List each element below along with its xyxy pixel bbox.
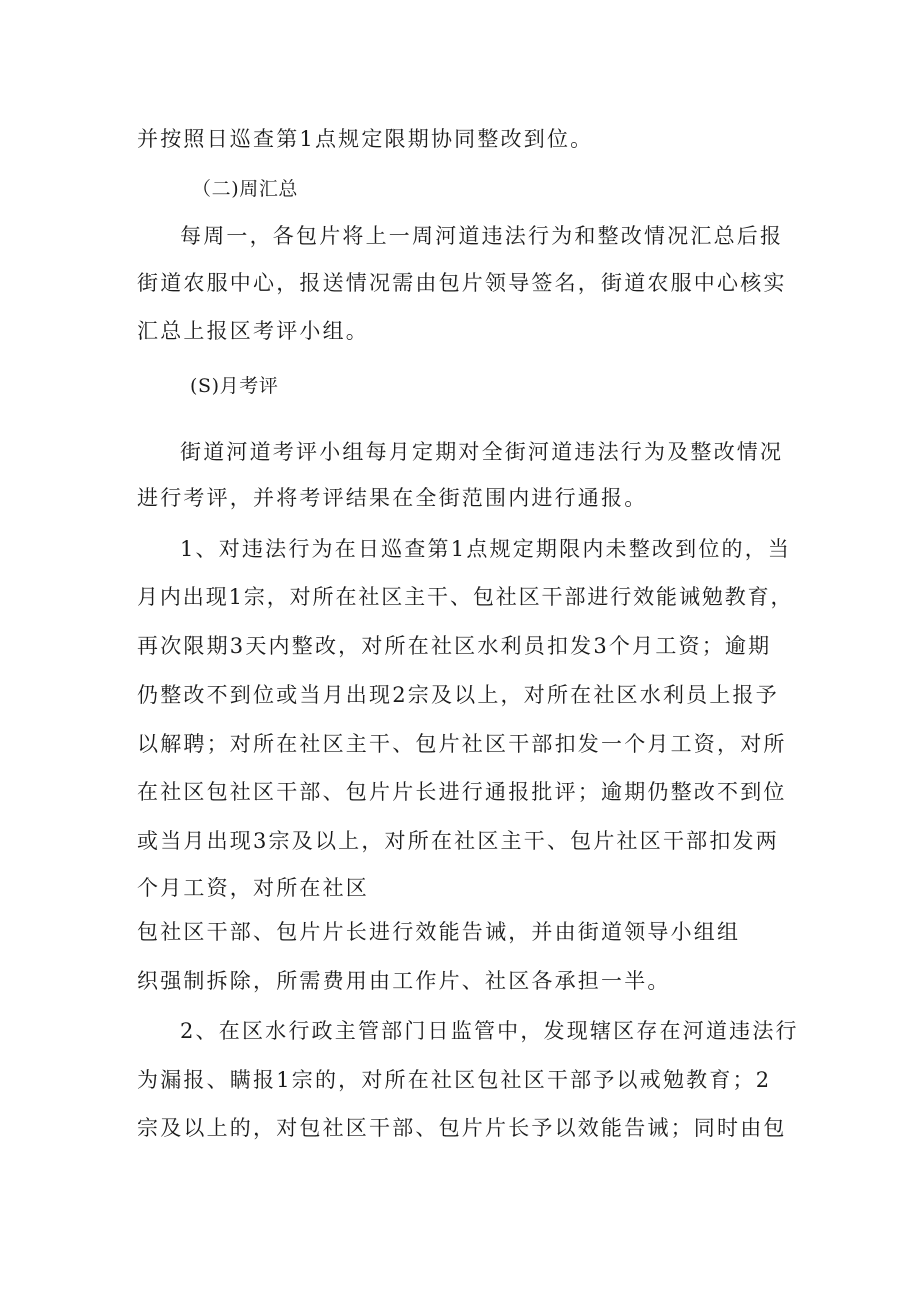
section-heading-monthly-evaluation: (S)月考评 — [190, 375, 279, 397]
section-heading-weekly-summary: （二)周汇总 — [192, 178, 299, 200]
text-line: 街道农服中心，报送情况需由包片领导签名，街道农服中心核实 — [137, 271, 787, 295]
text-line: 仍整改不到位或当月出现2宗及以上，对所在社区水利员上报予 — [137, 683, 779, 707]
text-line: 或当月出现3宗及以上，对所在社区主干、包片社区干部扣发两 — [137, 829, 779, 853]
text-line: 在社区包社区干部、包片片长进行通报批评；逾期仍整改不到位 — [137, 780, 787, 804]
text-line: 1、对违法行为在日巡查第1点规定期限内未整改到位的，当 — [180, 537, 792, 561]
text-line: 每周一，各包片将上一周河道违法行为和整改情况汇总后报 — [180, 224, 784, 248]
text-line: 并按照日巡查第1点规定限期协同整改到位。 — [137, 127, 594, 151]
text-line: 汇总上报区考评小组。 — [137, 319, 369, 343]
text-line: 进行考评，并将考评结果在全街范围内进行通报。 — [137, 486, 648, 510]
text-line: 为漏报、瞒报1宗的，对所在社区包社区干部予以戒勉教育；2 — [137, 1068, 772, 1092]
text-line: 宗及以上的，对包社区干部、包片片长予以效能告诫；同时由包 — [137, 1116, 787, 1140]
text-line: 2、在区水行政主管部门日监管中，发现辖区存在河道违法行 — [180, 1019, 799, 1043]
text-line: 包社区干部、包片片长进行效能告诫，并由街道领导小组组 — [137, 920, 741, 944]
text-line: 以解聘；对所在社区主干、包片社区干部扣发一个月工资，对所 — [137, 732, 787, 756]
text-line: 织强制拆除，所需费用由工作片、社区各承担一半。 — [137, 969, 671, 993]
text-line: 月内出现1宗，对所在社区主干、包社区干部进行效能诫勉教育， — [137, 585, 794, 609]
text-line: 个月工资，对所在社区 — [137, 876, 369, 900]
text-line: 再次限期3天内整改，对所在社区水利员扣发3个月工资；逾期 — [137, 634, 772, 658]
text-line: 街道河道考评小组每月定期对全街河道违法行为及整改情况 — [180, 440, 784, 464]
